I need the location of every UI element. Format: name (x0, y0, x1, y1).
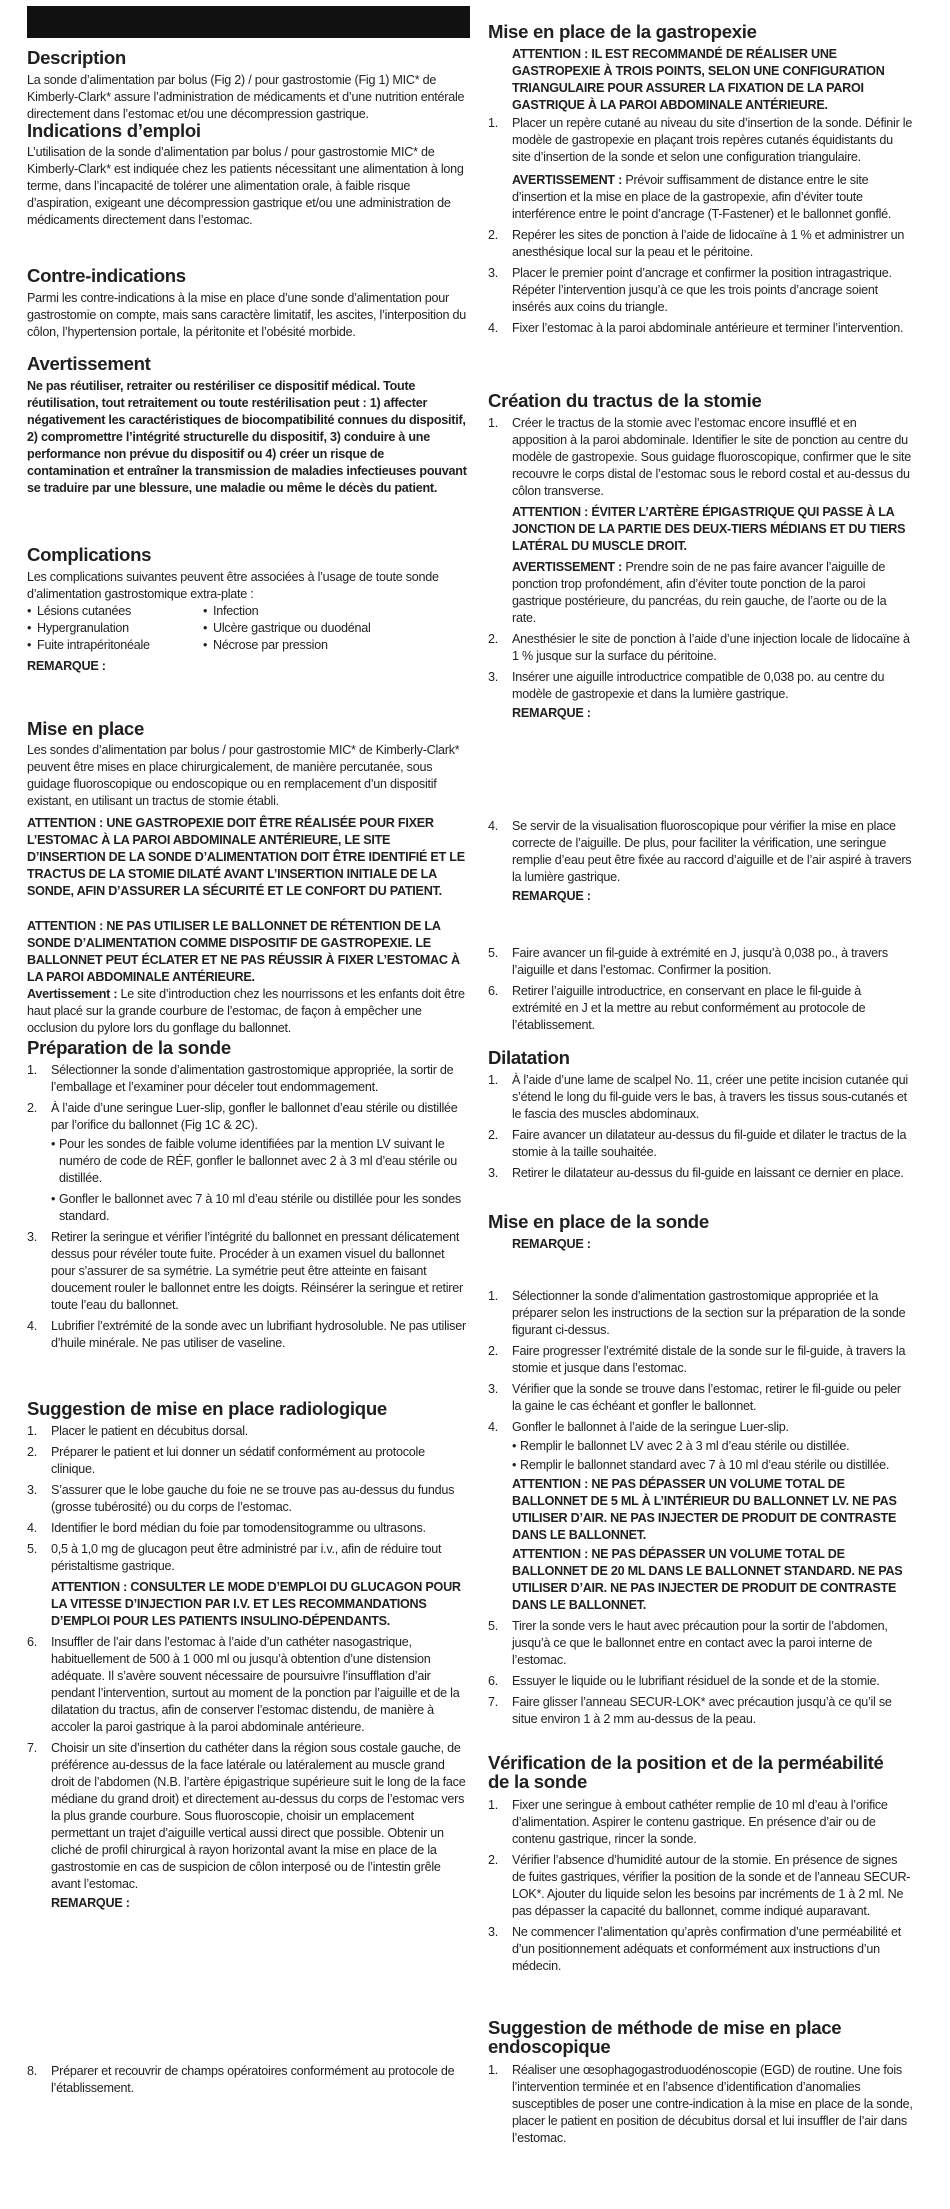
list-item: 1. Sélectionner la sonde d’alimentation gastrostomique appropriée et la préparer selon les instructions de la section sur la préparation de la sonde figurant ci-dessus. (488, 1289, 906, 1337)
list-item: 5. 0,5 à 1,0 mg de glucagon peut être administré par i.v., afin de réduire tout péristaltisme gastrique. (27, 1542, 442, 1573)
tract-heading: Création du tractus de la stomie (488, 390, 762, 411)
indications-text: L’utilisation de la sonde d’alimentation par bolus / pour gastrostomie MIC* de Kimberly-Clark* est indiquée chez les patients nécessitant une alimentation à long terme, dans l’incapacité de tolérer une alimentation orale, à faible risque d’aspiration, exigeant une décompression gastrique et/ou une administration de médicaments directement dans l’estomac. (27, 145, 464, 227)
placement-caution-1: ATTENTION : UNE GASTROPEXIE DOIT ÊTRE RÉALISÉE POUR FIXER L’ESTOMAC À LA PAROI ABDOMINALE ANTÉRIEURE, LE SITE D’INSERTION DE LA SONDE D’ALIMENTATION DOIT ÊTRE IDENTIFIÉ ET LE TRACTUS DE LA STOMIE DILATÉ AVANT L’INSERTION INITIALE DE LA SONDE, AFIN D’ASSURER LA SÉCURITÉ ET LE CONFORT DU PATIENT. (27, 816, 465, 898)
tube-placement-heading: Mise en place de la sonde (488, 1211, 709, 1232)
placement-caution-2: ATTENTION : NE PAS UTILISER LE BALLONNET DE RÉTENTION DE LA SONDE D’ALIMENTATION COMME DISPOSITIF DE GASTROPEXIE. LE BALLONNET PEUT ÉCLATER ET NE PAS RÉUSSIR À FIXER L’ESTOMAC À LA PAROI ABDOMINALE ANTÉRIEURE. (27, 919, 460, 984)
list-item: 1. À l’aide d’une lame de scalpel No. 11, créer une petite incision cutanée qui s’étend le long du fil-guide vers le bas, à travers les tissus sous-cutanés et le fascia des muscles abdominaux. (488, 1073, 908, 1121)
warning-heading: Avertissement (27, 353, 151, 374)
endoscopic-list (488, 2062, 913, 2147)
list-item: 3. Placer le premier point d’ancrage et confirmer la position intragastrique. Répéter l’intervention jusqu’à ce que les trois points d’ancrage soient insérés aux coins du triangle. (488, 266, 892, 314)
list-item: • Infection (203, 603, 379, 620)
endoscopic-heading: Suggestion de méthode de mise en place endoscopique (488, 2017, 842, 2057)
list-item: • Nécrose par pression (203, 637, 379, 654)
radiology-heading: Suggestion de mise en place radiologique (27, 1398, 387, 1419)
list-item: 4. Identifier le bord médian du foie par tomodensitogramme ou ultrasons. (27, 1521, 426, 1535)
list-item: 3. S’assurer que le lobe gauche du foie ne se trouve pas au-dessus du fundus (grosse tubérosité) ou du corps de l’estomac. (27, 1483, 455, 1514)
list-item: 2. Faire progresser l’extrémité distale de la sonde sur le fil-guide, à travers la stomie et jusque dans l’estomac. (488, 1344, 906, 1375)
list-item: 1. Placer le patient en décubitus dorsal. (27, 1424, 249, 1438)
list-item: 1. Fixer une seringue à embout cathéter remplie de 10 ml d’eau à l’orifice d’alimentation. Aspirer le contenu gastrique. En présence d’air ou de contenu gastrique, rincer la sonde. (488, 1798, 888, 1846)
dilation-heading: Dilatation (488, 1047, 570, 1068)
tract-remark-1: REMARQUE : (512, 706, 591, 720)
tract-list-cont (488, 818, 913, 905)
complications-text: Les complications suivantes peuvent être associées à l’usage de toute sonde d’alimentation gastrostomique extra-plate : (27, 570, 439, 601)
list-item: 7. Choisir un site d’insertion du cathéter dans la région sous costale gauche, de préférence au-dessus de la face latérale ou latéralement au muscle grand droit de l’abdomen (N.B. l’artère épigastrique supérieure suit le long de la face médiane du grand droit) et directement au-dessus du corps de l’estomac vers la plus grande courbure. Sous fluoroscopie, choisir un emplacement permettant un trajet d’aiguille vertical aussi direct que possible. Obtenir un cliché de profil chirurgical à rayon horizontal avant la mise en place de la gastrostomie en cas de suspicion de côlon interposé ou de l’intestin grêle avant l’estomac. (27, 1741, 466, 1891)
tract-warning: AVERTISSEMENT : Prendre soin de ne pas faire avancer l’aiguille de ponction trop profondément, afin d’éviter toute ponction de la paroi gastrique postérieure, du pancréas, du rein gauche, de l’aorte ou de la rate. (512, 560, 887, 625)
list-item: 1. Sélectionner la sonde d’alimentation gastrostomique appropriée, la sortir de l’emballage et l’examiner pour déceler tout endommagement. (27, 1063, 454, 1094)
indications-heading: Indications d’emploi (27, 120, 201, 141)
complications-list (27, 603, 470, 654)
gastropexy-caution: ATTENTION : IL EST RECOMMANDÉ DE RÉALISER UNE GASTROPEXIE À TROIS POINTS, SELON UNE CONFIGURATION TRIANGULAIRE POUR ASSURER LA FIXATION DE LA PAROI GASTRIQUE À LA PAROI ABDOMINALE ANTÉRIEURE. (512, 47, 885, 112)
dilation-list (488, 1072, 913, 1182)
list-item: 3. Ne commencer l’alimentation qu’après confirmation d’une perméabilité et d’un positionnement adéquats et conformément aux instructions d’un médecin. (488, 1925, 901, 1973)
list-item: 1. Réaliser une œsophagogastroduodénoscopie (EGD) de routine. Une fois l’intervention terminée et en l’absence d’identification d’anomalies susceptibles de poser une contre-indication à la mise en place de la sonde, placer le patient en position de décubitus dorsal et lui insuffler de l’air dans l’estomac. (488, 2063, 913, 2145)
list-item: • Fuite intrapéritonéale (27, 637, 203, 654)
verification-list (488, 1797, 913, 1975)
tract-list (488, 415, 913, 722)
list-item: 4. Fixer l’estomac à la paroi abdominale antérieure et terminer l’intervention. (488, 321, 904, 335)
gastropexy-heading: Mise en place de la gastropexie (488, 21, 757, 42)
tract-list-cont-2 (488, 945, 913, 1034)
radiology-list-cont (27, 2063, 470, 2097)
complications-remark: REMARQUE : (27, 659, 106, 673)
list-item: 3. Vérifier que la sonde se trouve dans l’estomac, retirer le fil-guide ou peler la gaine le cas échéant et gonfler le ballonnet. (488, 1382, 901, 1413)
verification-heading: Vérification de la position et de la perméabilité de la sonde (488, 1752, 884, 1792)
placement-heading: Mise en place (27, 718, 145, 739)
list-item: 2. À l’aide d’une seringue Luer-slip, gonfler le ballonnet d’eau stérile ou distillée par l’orifice du ballonnet (Fig 1C & 2C). (27, 1101, 458, 1132)
header-bar (27, 6, 470, 38)
warning-text: Ne pas réutiliser, retraiter ou restériliser ce dispositif médical. Toute réutilisation, tout retraitement ou toute restérilisation peut : 1) affecter négativement les caractéristiques de biocompatibilité connues du dispositif, 2) compromettre l’intégrité structurelle du dispositif, 3) conduire à une performance non prévue du dispositif ou 4) créer un risque de contamination et entraîner la transmission de maladies infectieuses pouvant se traduire par une blessure, une maladie ou même le décès du patient. (27, 379, 467, 495)
list-item: 5. Faire avancer un fil-guide à extrémité en J, jusqu’à 0,038 po., à travers l’aiguille et dans l’estomac. Confirmer la position. (488, 946, 888, 977)
radiology-remark: REMARQUE : (51, 1896, 130, 1910)
list-item: 2. Vérifier l’absence d’humidité autour de la stomie. En présence de signes de fuites gastriques, vérifier la position de la sonde et de l’anneau SECUR-LOK*. Ajouter du liquide selon les besoins par incréments de 1 à 2 ml. Ne pas dépasser la capacité du ballonnet, comme indiqué auparavant. (488, 1853, 911, 1918)
list-item: 4. Gonfler le ballonnet à l’aide de la seringue Luer-slip. (488, 1420, 789, 1434)
list-item: 3. Retirer la seringue et vérifier l’intégrité du ballonnet en pressant délicatement dessus pour révéler toute fuite. Procéder à un examen visuel du ballonnet pour s’assurer de sa symétrie. La symétrie peut être atteinte en faisant doucement rouler le ballonnet entre les doigts. Réinsérer la seringue et retirer toute l’eau du ballonnet. (27, 1230, 463, 1312)
standard-balloon-caution: ATTENTION : NE PAS DÉPASSER UN VOLUME TOTAL DE BALLONNET DE 20 ML DANS LE BALLONNET STANDARD. NE PAS UTILISER D’AIR. NE PAS INJECTER DE PRODUIT DE CONTRASTE DANS LE BALLONNET. (512, 1547, 903, 1612)
glucagon-caution: ATTENTION : CONSULTER LE MODE D’EMPLOI DU GLUCAGON POUR LA VITESSE D’INJECTION PAR I.V. ET LES RECOMMANDATIONS D’EMPLOI POUR LES PATIENTS INSULINO-DÉPENDANTS. (51, 1580, 461, 1628)
contraindications-text: Parmi les contre-indications à la mise en place d’une sonde d’alimentation pour gastrostomie on compte, mais sans caractère limitatif, les ascites, l’interposition du côlon, l’hypertension portale, la péritonite et l’obésité morbide. (27, 291, 467, 339)
tube-placement-list (488, 1288, 913, 1728)
list-item: 8. Préparer et recouvrir de champs opératoires conformément au protocole de l’établissement. (27, 2064, 455, 2095)
preparation-heading: Préparation de la sonde (27, 1037, 231, 1058)
complications-heading: Complications (27, 544, 152, 565)
list-item: 1. Placer un repère cutané au niveau du site d’insertion de la sonde. Définir le modèle de gastropexie en plaçant trois repères cutanés équidistants du site d’insertion de la sonde et selon une configuration triangulaire. (488, 116, 913, 164)
tract-remark-2: REMARQUE : (512, 889, 591, 903)
list-item: 7. Faire glisser l’anneau SECUR-LOK* avec précaution jusqu’à ce qu’il se situe environ 1 à 2 mm au-dessus de la peau. (488, 1695, 892, 1726)
list-item: • Remplir le ballonnet LV avec 2 à 3 ml d’eau stérile ou distillée. (488, 1438, 913, 1455)
placement-warning: Avertissement : Le site d’introduction chez les nourrissons et les enfants doit être haut placé sur la grande courbure de l’estomac, de façon à empêcher une occlusion du pylore lors du gonflage du ballonnet. (27, 987, 465, 1035)
contraindications-heading: Contre-indications (27, 265, 186, 286)
list-item: • Remplir le ballonnet standard avec 7 à 10 ml d’eau stérile ou distillée. (488, 1457, 913, 1474)
list-item: 4. Se servir de la visualisation fluoroscopique pour vérifier la mise en place correcte de l’aiguille. De plus, pour faciliter la vérification, une seringue remplie d’eau peut être fixée au raccord d’aiguille et de l’air aspiré à travers la lumière gastrique. (488, 819, 912, 884)
list-item: • Gonfler le ballonnet avec 7 à 10 ml d’eau stérile ou distillée pour les sondes standard. (27, 1191, 470, 1225)
description-text: La sonde d’alimentation par bolus (Fig 2) / pour gastrostomie (Fig 1) MIC* de Kimberly-Clark* assure l’administration de médicaments et d’une nutrition entérale directement dans l’estomac et/ou une décompression gastrique. (27, 73, 465, 121)
tube-placement-remark: REMARQUE : (512, 1237, 591, 1251)
description-heading: Description (27, 47, 126, 68)
list-item: 2. Repérer les sites de ponction à l’aide de lidocaïne à 1 % et administrer un anesthésique local sur la peau et le péritoine. (488, 228, 905, 259)
list-item: 6. Essuyer le liquide ou le lubrifiant résiduel de la sonde et de la stomie. (488, 1674, 880, 1688)
list-item: 2. Anesthésier le site de ponction à l’aide d’une injection locale de lidocaïne à 1 % jusque sur la surface du péritoine. (488, 632, 910, 663)
list-item: • Ulcère gastrique ou duodénal (203, 620, 379, 637)
gastropexy-list (488, 115, 913, 337)
list-item: 3. Insérer une aiguille introductrice compatible de 0,038 po. au centre du modèle de gastropexie et dans la lumière gastrique. (488, 670, 885, 701)
placement-text: Les sondes d’alimentation par bolus / pour gastrostomie MIC* de Kimberly-Clark* peuvent être mises en place chirurgicalement, de manière percutanée, sous guidage fluoroscopique ou endoscopique ou en remplacement d’un dispositif existant, en utilisant un tractus de stomie établi. (27, 743, 460, 808)
list-item: • Hypergranulation (27, 620, 203, 637)
list-item: 3. Retirer le dilatateur au-dessus du fil-guide en laissant ce dernier en place. (488, 1166, 904, 1180)
list-item: 5. Tirer la sonde vers le haut avec précaution pour la sortir de l’abdomen, jusqu’à ce que le ballonnet entre en contact avec la paroi interne de l’estomac. (488, 1619, 888, 1667)
list-item: 6. Insuffler de l’air dans l’estomac à l’aide d’un cathéter nasogastrique, habituellement de 500 à 1 000 ml ou jusqu’à obtention d’une distension adéquate. Il s’avère souvent nécessaire de poursuivre l’insufflation d’air pendant l’intervention, surtout au moment de la ponction par l’aiguille et de la dilatation du tractus, afin de conserver l’estomac distendu, de manière à accoler la paroi gastrique à la paroi abdominale antérieure. (27, 1635, 460, 1734)
lv-balloon-caution: ATTENTION : NE PAS DÉPASSER UN VOLUME TOTAL DE BALLONNET DE 5 ML À L’INTÉRIEUR DU BALLONNET LV. NE PAS UTILISER D’AIR. NE PAS INJECTER DE PRODUIT DE CONTRASTE DANS LE BALLONNET. (512, 1477, 897, 1542)
list-item: 6. Retirer l’aiguille introductrice, en conservant en place le fil-guide à extrémité en J et la mettre au rebut conformément au protocole de l’établissement. (488, 984, 866, 1032)
gastropexy-warning: AVERTISSEMENT : Prévoir suffisamment de distance entre le site d’insertion et la mise en place de la gastropexie, afin d’éviter toute interférence entre le point d’ancrage (T-Fastener) et le ballonnet gonflé. (512, 173, 892, 221)
list-item: • Lésions cutanées (27, 603, 203, 620)
list-item: 4. Lubrifier l’extrémité de la sonde avec un lubrifiant hydrosoluble. Ne pas utiliser d’huile minérale. Ne pas utiliser de vaseline. (27, 1319, 466, 1350)
list-item: 2. Préparer le patient et lui donner un sédatif conformément au protocole clinique. (27, 1445, 425, 1476)
list-item: • Pour les sondes de faible volume identifiées par la mention LV suivant le numéro de code de RÉF, gonfler le ballonnet avec 2 à 3 ml d’eau stérile ou distillée. (27, 1136, 470, 1187)
tract-caution: ATTENTION : ÉVITER L’ARTÈRE ÉPIGASTRIQUE QUI PASSE À LA JONCTION DE LA PARTIE DES DEUX-TIERS MÉDIANS ET DU TIERS LATÉRAL DU MUSCLE DROIT. (512, 505, 906, 553)
list-item: 1. Créer le tractus de la stomie avec l’estomac encore insufflé et en apposition à la paroi abdominale. Identifier le site de ponction au centre du modèle de gastropexie. Sous guidage fluoroscopique, confirmer que le site recouvre le corps distal de l’estomac sous le rebord costal et au-dessus du côlon transverse. (488, 416, 911, 498)
radiology-list (27, 1423, 470, 1912)
list-item: 2. Faire avancer un dilatateur au-dessus du fil-guide et dilater le tractus de la stomie à la taille souhaitée. (488, 1128, 907, 1159)
preparation-list (27, 1062, 470, 1352)
